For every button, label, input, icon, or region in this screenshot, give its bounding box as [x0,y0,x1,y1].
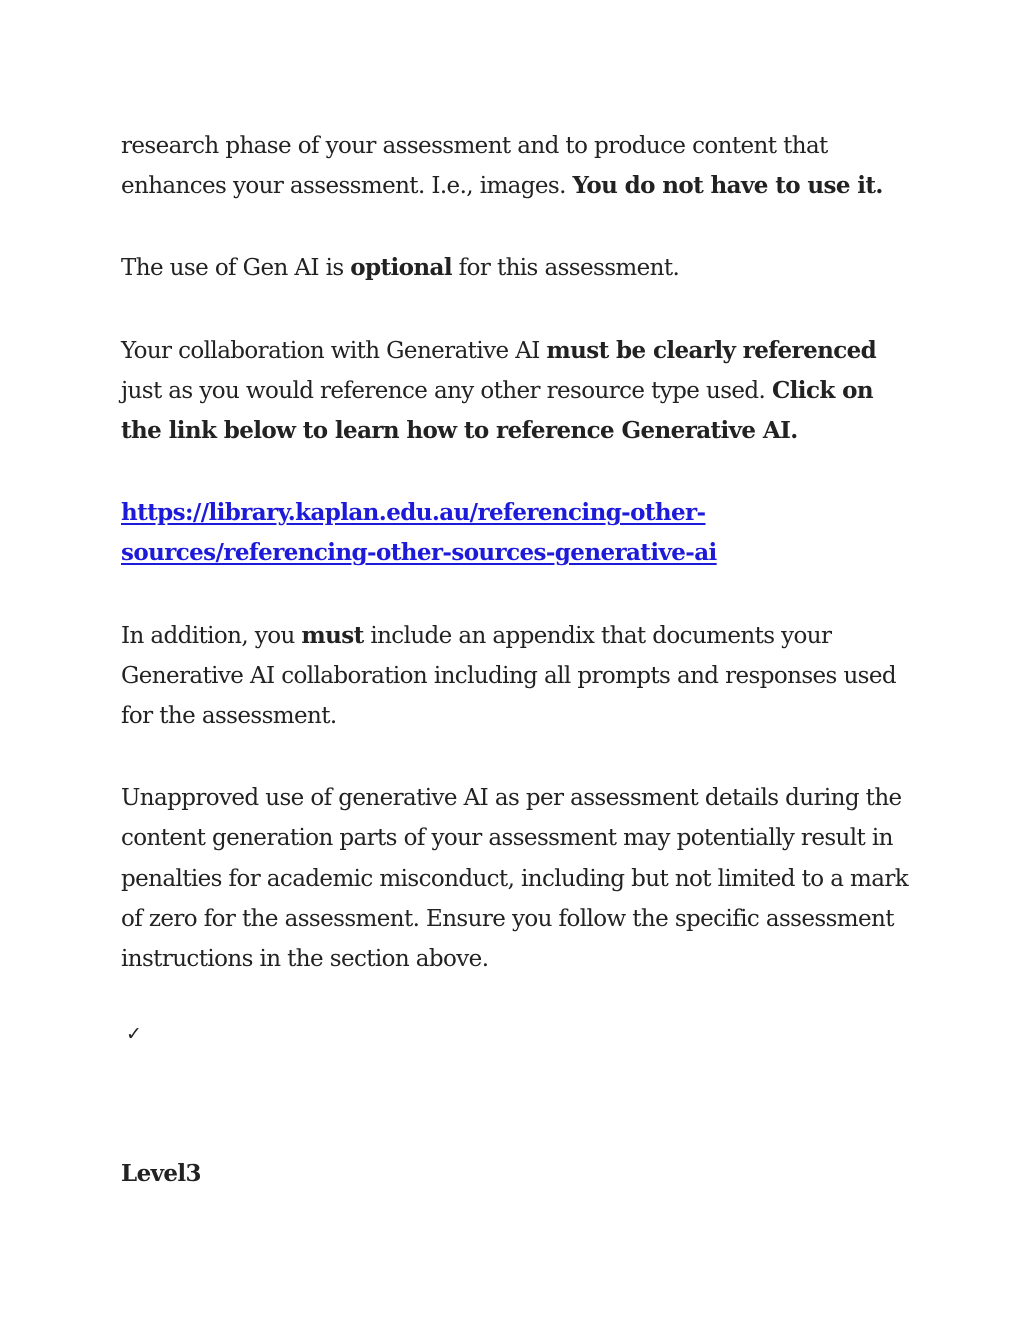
optional-text-after: for this assessment. [451,255,680,282]
appendix-text-before: In addition, you [121,622,302,649]
referencing-emphasis: must be clearly referenced [546,336,877,364]
referencing-text-middle: just as you would reference any other resource type used. [121,377,772,404]
link-line-1: https://library.kaplan.edu.au/referencing-other- [121,499,706,527]
optional-emphasis: optional [350,254,452,282]
referencing-instruction: Click on the link below to learn how to reference Generative AI. [121,376,873,445]
checkmark-icon: ✓ [126,1023,142,1046]
paragraph-referencing [121,331,911,452]
link-line-2: sources/referencing-other-sources-generative-ai [121,539,717,567]
paragraph-gen-ai-purpose [121,126,911,206]
paragraph-reference-link [121,493,911,573]
referencing-guide-link[interactable] [121,499,717,566]
paragraph-appendix [121,616,911,737]
level-heading: Level3 [121,1160,201,1187]
optional-text-before: The use of Gen AI is [121,255,351,282]
not-required-notice: You do not have to use it. [572,172,883,200]
appendix-text-after: include an appendix that documents your Generative AI collaboration including all prompts and responses used for the assessment. [121,622,897,730]
referencing-text-before: Your collaboration with Generative AI [121,337,547,364]
purpose-text: research phase of your assessment and to produce content that enhances your assessment. I.e., images. [121,133,828,200]
document-body [121,126,911,1047]
paragraph-misconduct [121,778,911,979]
misconduct-text: Unapproved use of generative AI as per assessment details during the content generation parts of your assessment may potentially result in penalties for academic misconduct, including but not limited to a mark of zero for the assessment. Ensure you follow the specific assessment instructions in the section above. [121,785,909,973]
appendix-emphasis: must [301,621,364,649]
paragraph-optional-use [121,248,911,288]
